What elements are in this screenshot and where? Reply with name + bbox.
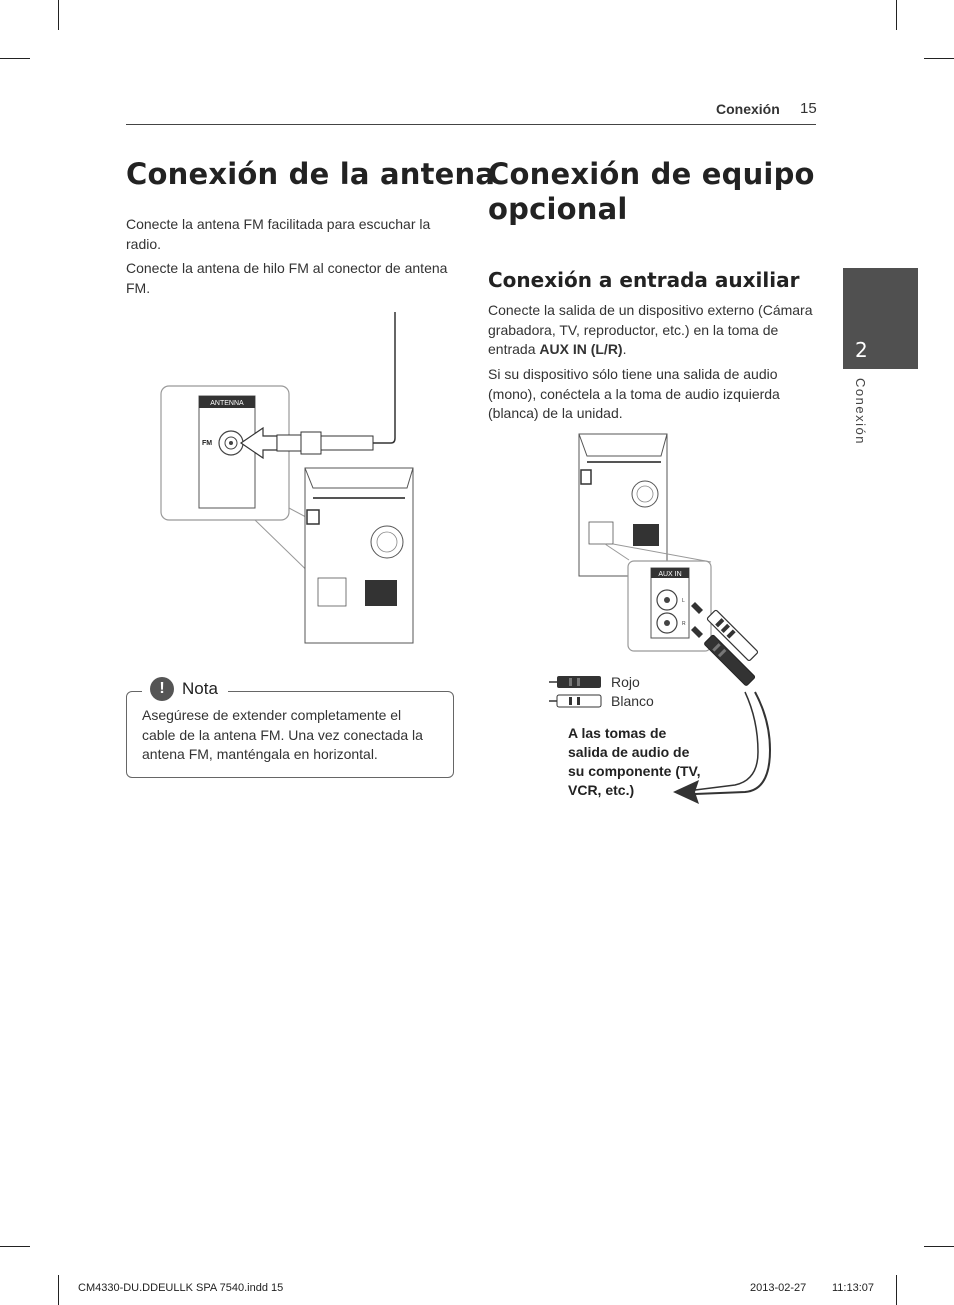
header-rule	[126, 124, 816, 125]
crop-mark	[0, 1246, 30, 1247]
antenna-paragraph-1: Conecte la antena FM facilitada para escuchar la radio.	[126, 216, 431, 252]
aux-paragraph-2: Si su dispositivo sólo tiene una salida de audio (mono), conéctela a la toma de audio izquierda (blanca) de la unidad.	[488, 366, 780, 421]
optional-title-line-1: Conexión de equipo	[488, 157, 815, 191]
crop-mark	[58, 0, 59, 30]
caption-line: VCR, etc.)	[568, 782, 635, 798]
crop-mark	[896, 1275, 897, 1305]
aux-in-label: AUX IN (L/R)	[539, 341, 623, 357]
chapter-label: Conexión	[853, 378, 868, 445]
aux-subtitle: Conexión a entrada auxiliar	[488, 268, 800, 292]
caption-line: su componente (TV,	[568, 763, 701, 779]
note-line: antena FM, manténgala en horizontal.	[142, 746, 378, 762]
antenna-section-title: Conexión de la antena	[126, 157, 496, 191]
crop-mark	[58, 1275, 59, 1305]
crop-mark	[896, 0, 897, 30]
legend-white-label: Blanco	[611, 693, 654, 709]
footer-date: 2013-02-27	[750, 1282, 807, 1294]
antenna-paragraph-2: Conecte la antena de hilo FM al conector de antena FM.	[126, 260, 448, 296]
chapter-number: 2	[855, 338, 868, 362]
page-number: 15	[800, 100, 817, 117]
white-plug-icon	[549, 695, 601, 707]
antenna-connection-diagram	[155, 310, 420, 650]
crop-mark	[0, 58, 30, 59]
legend-red-label: Rojo	[611, 674, 640, 690]
optional-title-line-2: opcional	[488, 192, 628, 226]
aux-in-jack-label: AUX IN	[658, 571, 682, 578]
crop-mark	[924, 1246, 954, 1247]
footer-file: CM4330-DU.DDEULLK SPA 7540.indd 15	[78, 1282, 284, 1294]
note-title: Nota	[182, 679, 218, 698]
footer-time: 11:13:07	[832, 1282, 875, 1294]
running-header-section: Conexión	[716, 101, 780, 117]
component-output-caption	[568, 724, 718, 800]
exclamation-icon: !	[150, 677, 174, 701]
caption-line: salida de audio de	[568, 744, 690, 760]
note-line: Asegúrese de extender completamente el	[142, 707, 402, 723]
optional-equipment-title	[488, 157, 815, 227]
note-header	[142, 676, 228, 702]
aux-paragraph-1	[488, 301, 820, 360]
fm-label: FM	[202, 440, 213, 447]
antenna-label: ANTENNA	[210, 400, 244, 407]
crop-mark	[924, 58, 954, 59]
note-line: cable de la antena FM. Una vez conectada la	[142, 726, 423, 743]
left-channel-label: L	[682, 598, 685, 604]
right-channel-label: R	[682, 621, 686, 627]
aux-paragraph-1-end: .	[622, 341, 627, 357]
aux-paragraph-1-text: Conecte la salida de un dispositivo externo (Cámara grabadora, TV, reproductor, etc.) en la toma de entrada	[488, 302, 813, 357]
note-text	[142, 706, 442, 765]
red-plug-icon	[549, 676, 601, 688]
caption-line: A las tomas de	[568, 725, 667, 741]
